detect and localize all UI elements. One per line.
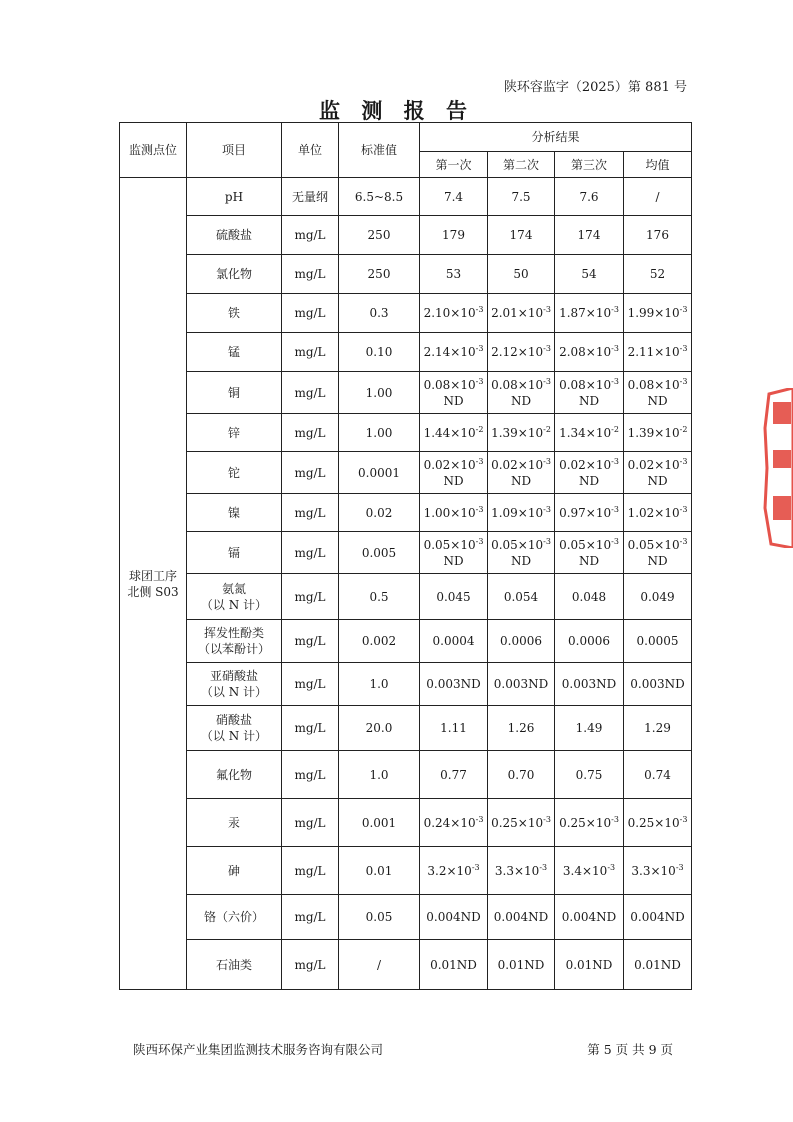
footer-page-number: 第 5 页 共 9 页 <box>587 1042 673 1057</box>
header-standard: 标准值 <box>339 123 420 178</box>
cell-unit: mg/L <box>282 895 339 940</box>
cell-unit: mg/L <box>282 799 339 847</box>
cell-r3: 174 <box>555 216 624 255</box>
cell-unit: 无量纲 <box>282 178 339 216</box>
cell-r3: 0.003ND <box>555 663 624 706</box>
cell-avg: $1.39\times 10^{-2}$ <box>624 414 692 452</box>
cell-item: 硝酸盐 （以 N 计） <box>187 706 282 751</box>
table-row <box>120 414 692 452</box>
cell-avg: 0.74 <box>624 751 692 799</box>
cell-unit: mg/L <box>282 216 339 255</box>
cell-r2: $0.02\times 10^{-3}$ ND <box>488 452 555 494</box>
cell-r2: 0.70 <box>488 751 555 799</box>
cell-r2: 0.054 <box>488 574 555 620</box>
cell-item: 汞 <box>187 799 282 847</box>
cell-item: 铊 <box>187 452 282 494</box>
cell-standard: 0.05 <box>339 895 420 940</box>
cell-standard: 0.02 <box>339 494 420 532</box>
red-stamp-fragment <box>763 388 793 548</box>
cell-r3: 0.0006 <box>555 620 624 663</box>
cell-r1: 0.01ND <box>420 940 488 990</box>
cell-avg: $1.99\times 10^{-3}$ <box>624 294 692 333</box>
cell-unit: mg/L <box>282 452 339 494</box>
cell-r1: 0.004ND <box>420 895 488 940</box>
cell-r3: 0.048 <box>555 574 624 620</box>
cell-r3: $1.87\times 10^{-3}$ <box>555 294 624 333</box>
cell-standard: / <box>339 940 420 990</box>
cell-r3: $0.02\times 10^{-3}$ ND <box>555 452 624 494</box>
cell-r1: 0.003ND <box>420 663 488 706</box>
cell-r2: $2.01\times 10^{-3}$ <box>488 294 555 333</box>
header-unit: 单位 <box>282 123 339 178</box>
cell-standard: 250 <box>339 255 420 294</box>
header-results: 分析结果 <box>420 123 692 152</box>
table-row <box>120 216 692 255</box>
table-row <box>120 574 692 620</box>
cell-item: pH <box>187 178 282 216</box>
cell-item: 石油类 <box>187 940 282 990</box>
cell-standard: 0.01 <box>339 847 420 895</box>
cell-r1: $0.05\times 10^{-3}$ ND <box>420 532 488 574</box>
cell-unit: mg/L <box>282 372 339 414</box>
cell-item: 氨氮 （以 N 计） <box>187 574 282 620</box>
cell-item: 氯化物 <box>187 255 282 294</box>
report-title: 监 测 报 告 <box>319 98 474 123</box>
cell-r3: $0.05\times 10^{-3}$ ND <box>555 532 624 574</box>
table-row <box>120 178 692 216</box>
cell-r2: $1.39\times 10^{-2}$ <box>488 414 555 452</box>
cell-item: 镍 <box>187 494 282 532</box>
cell-unit: mg/L <box>282 333 339 372</box>
cell-r2: 1.26 <box>488 706 555 751</box>
cell-avg: $3.3\times 10^{-3}$ <box>624 847 692 895</box>
cell-unit: mg/L <box>282 255 339 294</box>
cell-r1: 0.0004 <box>420 620 488 663</box>
cell-r2: 174 <box>488 216 555 255</box>
cell-r3: 7.6 <box>555 178 624 216</box>
cell-avg: $0.25\times 10^{-3}$ <box>624 799 692 847</box>
cell-r1: 7.4 <box>420 178 488 216</box>
cell-r2: 0.003ND <box>488 663 555 706</box>
cell-avg: 0.01ND <box>624 940 692 990</box>
cell-r2: $1.09\times 10^{-3}$ <box>488 494 555 532</box>
cell-standard: 1.00 <box>339 414 420 452</box>
cell-r1: $0.24\times 10^{-3}$ <box>420 799 488 847</box>
cell-r3: $1.34\times 10^{-2}$ <box>555 414 624 452</box>
cell-standard: 0.5 <box>339 574 420 620</box>
monitoring-results-table <box>119 122 692 990</box>
cell-r3: $2.08\times 10^{-3}$ <box>555 333 624 372</box>
table-row <box>120 255 692 294</box>
cell-avg: 0.0005 <box>624 620 692 663</box>
cell-standard: 20.0 <box>339 706 420 751</box>
cell-standard: 0.005 <box>339 532 420 574</box>
cell-item: 硫酸盐 <box>187 216 282 255</box>
cell-r1: $2.10\times 10^{-3}$ <box>420 294 488 333</box>
cell-avg: $0.08\times 10^{-3}$ ND <box>624 372 692 414</box>
cell-r1: $1.00\times 10^{-3}$ <box>420 494 488 532</box>
cell-item: 铜 <box>187 372 282 414</box>
cell-unit: mg/L <box>282 751 339 799</box>
table-row <box>120 620 692 663</box>
cell-unit: mg/L <box>282 494 339 532</box>
cell-avg: 0.049 <box>624 574 692 620</box>
cell-unit: mg/L <box>282 940 339 990</box>
cell-avg: 0.004ND <box>624 895 692 940</box>
cell-r2: 0.0006 <box>488 620 555 663</box>
cell-standard: 1.0 <box>339 663 420 706</box>
cell-item: 挥发性酚类 （以苯酚计） <box>187 620 282 663</box>
cell-unit: mg/L <box>282 532 339 574</box>
cell-unit: mg/L <box>282 706 339 751</box>
cell-r1: 1.11 <box>420 706 488 751</box>
header-average: 均值 <box>624 152 692 178</box>
cell-item: 铬（六价） <box>187 895 282 940</box>
cell-avg: $0.02\times 10^{-3}$ ND <box>624 452 692 494</box>
cell-unit: mg/L <box>282 663 339 706</box>
table-row <box>120 333 692 372</box>
cell-standard: 0.0001 <box>339 452 420 494</box>
cell-r1: $0.08\times 10^{-3}$ ND <box>420 372 488 414</box>
cell-r1: $0.02\times 10^{-3}$ ND <box>420 452 488 494</box>
cell-r2: $2.12\times 10^{-3}$ <box>488 333 555 372</box>
cell-unit: mg/L <box>282 620 339 663</box>
cell-r1: 179 <box>420 216 488 255</box>
table-row <box>120 663 692 706</box>
cell-avg: 52 <box>624 255 692 294</box>
cell-avg: 0.003ND <box>624 663 692 706</box>
cell-avg: 176 <box>624 216 692 255</box>
cell-r1: $1.44\times 10^{-2}$ <box>420 414 488 452</box>
table-row <box>120 751 692 799</box>
cell-r3: $0.08\times 10^{-3}$ ND <box>555 372 624 414</box>
cell-r1: $3.2\times 10^{-3}$ <box>420 847 488 895</box>
cell-r1: 0.045 <box>420 574 488 620</box>
cell-avg: 1.29 <box>624 706 692 751</box>
document-number: 陕环容监字（2025）第 881 号 <box>503 80 687 95</box>
table-row <box>120 895 692 940</box>
cell-standard: 0.3 <box>339 294 420 333</box>
cell-unit: mg/L <box>282 294 339 333</box>
cell-standard: 0.10 <box>339 333 420 372</box>
table-row <box>120 799 692 847</box>
header-second: 第二次 <box>488 152 555 178</box>
cell-avg: $2.11\times 10^{-3}$ <box>624 333 692 372</box>
cell-r2: $0.25\times 10^{-3}$ <box>488 799 555 847</box>
table-row <box>120 706 692 751</box>
table-row <box>120 494 692 532</box>
table-row <box>120 294 692 333</box>
table-row <box>120 847 692 895</box>
cell-unit: mg/L <box>282 847 339 895</box>
cell-standard: 250 <box>339 216 420 255</box>
header-third: 第三次 <box>555 152 624 178</box>
cell-r2: $0.05\times 10^{-3}$ ND <box>488 532 555 574</box>
cell-avg: $1.02\times 10^{-3}$ <box>624 494 692 532</box>
cell-item: 亚硝酸盐 （以 N 计） <box>187 663 282 706</box>
cell-r2: $3.3\times 10^{-3}$ <box>488 847 555 895</box>
cell-standard: 0.002 <box>339 620 420 663</box>
cell-item: 铁 <box>187 294 282 333</box>
cell-r2: $0.08\times 10^{-3}$ ND <box>488 372 555 414</box>
cell-unit: mg/L <box>282 414 339 452</box>
header-first: 第一次 <box>420 152 488 178</box>
cell-r3: $3.4\times 10^{-3}$ <box>555 847 624 895</box>
cell-r2: 50 <box>488 255 555 294</box>
cell-r1: 0.77 <box>420 751 488 799</box>
cell-avg: $0.05\times 10^{-3}$ ND <box>624 532 692 574</box>
cell-standard: 6.5~8.5 <box>339 178 420 216</box>
cell-r3: 0.004ND <box>555 895 624 940</box>
cell-r2: 0.01ND <box>488 940 555 990</box>
cell-r3: 1.49 <box>555 706 624 751</box>
site-cell: 球团工序 北侧 S03 <box>120 178 187 990</box>
cell-item: 氟化物 <box>187 751 282 799</box>
cell-r2: 0.004ND <box>488 895 555 940</box>
table-row <box>120 372 692 414</box>
cell-item: 锌 <box>187 414 282 452</box>
header-item: 项目 <box>187 123 282 178</box>
header-site: 监测点位 <box>120 123 187 178</box>
cell-r2: 7.5 <box>488 178 555 216</box>
footer-company: 陕西环保产业集团监测技术服务咨询有限公司 <box>133 1042 384 1057</box>
cell-standard: 0.001 <box>339 799 420 847</box>
cell-r3: 54 <box>555 255 624 294</box>
cell-r3: $0.25\times 10^{-3}$ <box>555 799 624 847</box>
cell-standard: 1.00 <box>339 372 420 414</box>
cell-r1: $2.14\times 10^{-3}$ <box>420 333 488 372</box>
cell-standard: 1.0 <box>339 751 420 799</box>
cell-r3: 0.01ND <box>555 940 624 990</box>
table-row <box>120 940 692 990</box>
cell-item: 镉 <box>187 532 282 574</box>
cell-item: 砷 <box>187 847 282 895</box>
cell-avg: / <box>624 178 692 216</box>
cell-r1: 53 <box>420 255 488 294</box>
cell-r3: $0.97\times 10^{-3}$ <box>555 494 624 532</box>
cell-item: 锰 <box>187 333 282 372</box>
table-row <box>120 452 692 494</box>
cell-r3: 0.75 <box>555 751 624 799</box>
cell-unit: mg/L <box>282 574 339 620</box>
table-row <box>120 532 692 574</box>
